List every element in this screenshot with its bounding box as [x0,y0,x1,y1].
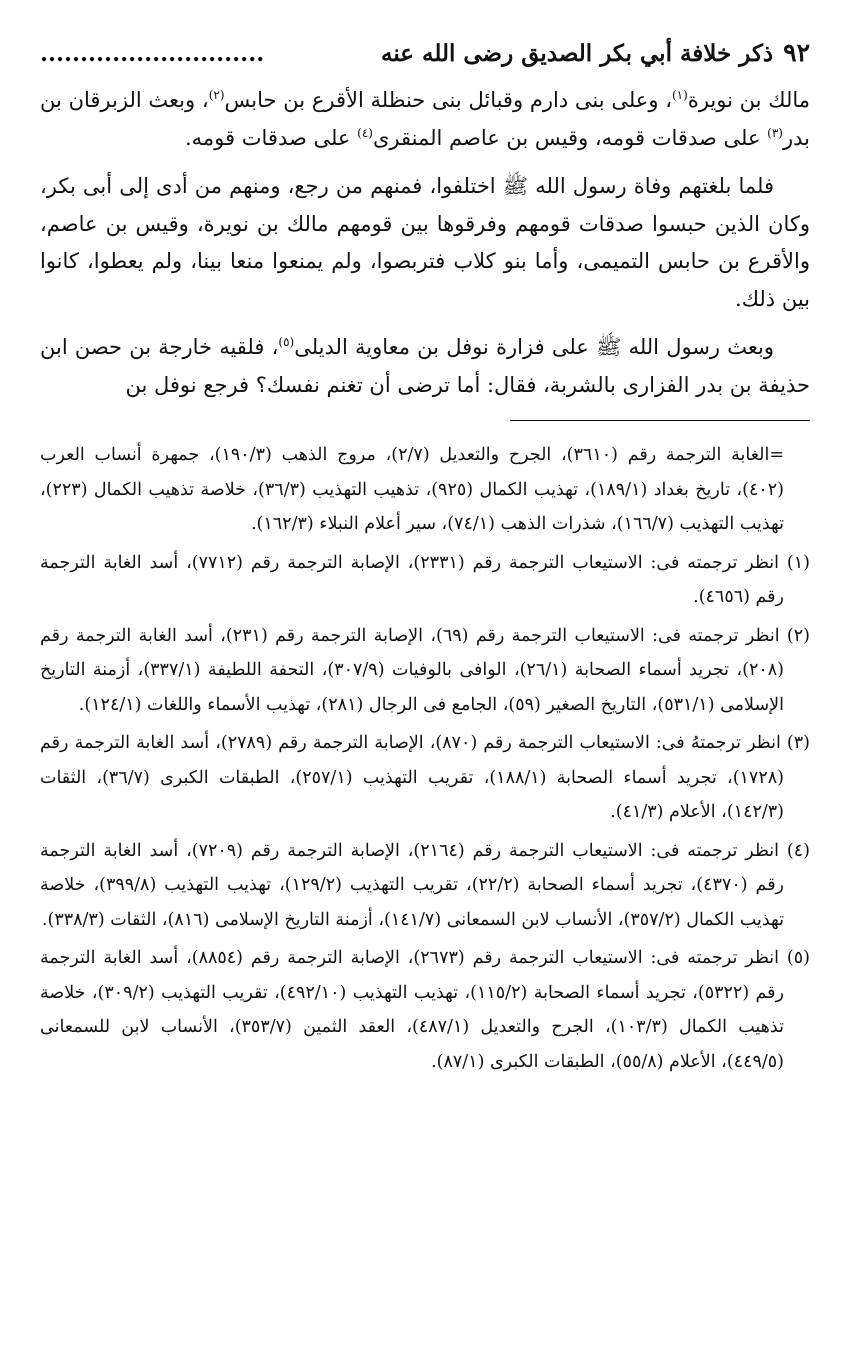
paragraph-1 [40,82,810,157]
paragraph-3-part-a: وبعث رسول الله ﷺ على فزارة نوفل بن معاوية الديلى [294,335,774,359]
main-text [40,82,810,404]
paragraph-1-part-e: على صدقات قومه. [185,125,358,150]
footnote-ref-3: (٣) [767,125,783,140]
paragraph-1-part-d: على صدقات قومه، وقيس بن عاصم المنقرى [372,125,768,150]
paragraph-2: فلما بلغتهم وفاة رسول الله ﷺ اختلفوا، فمنهم من رجع، ومنهم من أدى إلى أبى بكر، وكان الذين حبسوا صدقات قومهم وفرقوها بين قومهم مالك بن نويرة، وقيس بن عاصم، والأقرع بن حابس التميمى، وأما بنو كلاب فتربصوا، ولم يمنعوا منعا بينا، ولم يعطوا، كانوا بين ذلك. [40,174,810,311]
page-header [40,38,810,82]
page-number: ٩٢ [783,38,810,67]
footnote-2: (٢) انظر ترجمته فى: الاستيعاب الترجمة رقم (٦٩)، الإصابة الترجمة رقم (٢٣١)، أسد الغابة الترجمة رقم (٢٠٨)، تجريد أسماء الصحابة (٢٦/١)، الوافى بالوفيات (٣٠٧/٩)، التحفة اللطيفة (٣٣٧/١)، أزمنة التاريخ الإسلامى (٥٣١/١)، التاريخ الصغير (٥٩)، الجامع فى الرجال (٢٨١)، تهذيب الأسماء واللغات (١٢٤/١). [40,625,810,715]
footnote-ref-1: (١) [671,88,688,102]
footnote-continuation: =الغابة الترجمة رقم (٣٦١٠)، الجرح والتعديل (٢/٧)، مروج الذهب (١٩٠/٣)، جمهرة أنساب العرب (٤٠٢)، تاريخ بغداد (١٨٩/١)، تهذيب الكمال (٩٢٥)، تذهيب التهذيب (٣٦/٣)، خلاصة تذهيب الكمال (٢٢٣)، تهذيب التهذيب (١٦٦/٧)، شذرات الذهب (٧٤/١)، سير أعلام النبلاء (١٦٢/٣). [40,445,785,534]
paragraph-1-part-a: مالك بن نويرة [687,88,810,112]
footnote-ref-2: (٢) [208,88,225,102]
paragraph-1-part-b: ، وعلى بنى دارم وقبائل بنى حنظلة الأقرع بن حابس [224,88,672,112]
footnote-4: (٤) انظر ترجمته فى: الاستيعاب الترجمة رقم (٢١٦٤)، الإصابة الترجمة رقم (٧٢٠٩)، أسد الغابة الترجمة رقم (٤٣٧٠)، تجريد أسماء الصحابة (٢٢/٢)، تقريب التهذيب (١٢٩/٢)، تهذيب التهذيب (٣٩٩/٨)، خلاصة تهذيب الكمال (٣٥٧/٢)، الأنساب لابن السمعانى (١٤١/٧)، أزمنة التاريخ الإسلامى (٨١٦)، الثقات (٣٣٨/٣). [40,840,810,930]
footnotes [40,438,810,1079]
paragraph-1-part-c: ، وبعث الزبرقان بن بدر [40,88,810,150]
paragraph-3 [40,329,810,404]
footnote-ref-5: (٥) [278,335,295,349]
paragraph-3-part-b: ، فلقيه خارجة بن حصن ابن حذيفة بن بدر الفزارى بالشربة، فقال: أما ترضى أن تغنم نفسك؟ فرجع نوفل بن [40,335,810,397]
footnote-1: (١) انظر ترجمته فى: الاستيعاب الترجمة رقم (٢٣٣١)، الإصابة الترجمة رقم (٧٧١٢)، أسد الغابة الترجمة رقم (٤٦٥٦). [40,552,810,607]
footnote-divider [510,420,810,421]
footnote-5: (٥) انظر ترجمته فى: الاستيعاب الترجمة رقم (٢٦٧٣)، الإصابة الترجمة رقم (٨٨٥٤)، أسد الغابة الترجمة رقم (٥٣٢٢)، تجريد أسماء الصحابة (١١٥/٢)، تهذيب التهذيب (٤٩٢/١٠)، تقريب التهذيب (٣٠٩/٢)، خلاصة تذهيب الكمال (١٠٣/٣)، الجرح والتعديل (٤٨٧/١)، العقد الثمين (٣٥٣/٧)، الأنساب لابن للسمعانى (٤٤٩/٥)، الأعلام (٥٥/٨)، الطبقات الكبرى (٨٧/١). [40,948,810,1072]
footnote-divider-area [40,404,810,432]
footnote-ref-4: (٤) [357,125,373,140]
footnote-3: (٣) انظر ترجمتهُ فى: الاستيعاب الترجمة رقم (٨٧٠)، الإصابة الترجمة رقم (٢٧٨٩)، أسد الغابة الترجمة رقم (١٧٢٨)، تجريد أسماء الصحابة (١٨٨/١)، تقريب التهذيب (٢٥٧/١)، الطبقات الكبرى (٣٦/٧)، الثقات (١٤٢/٣)، الأعلام (٤١/٣). [40,733,810,822]
running-title: ذكر خلافة أبي بكر الصديق رضى الله عنه [381,40,774,67]
header-dots: ............................ [40,40,265,67]
book-page [40,38,810,1083]
